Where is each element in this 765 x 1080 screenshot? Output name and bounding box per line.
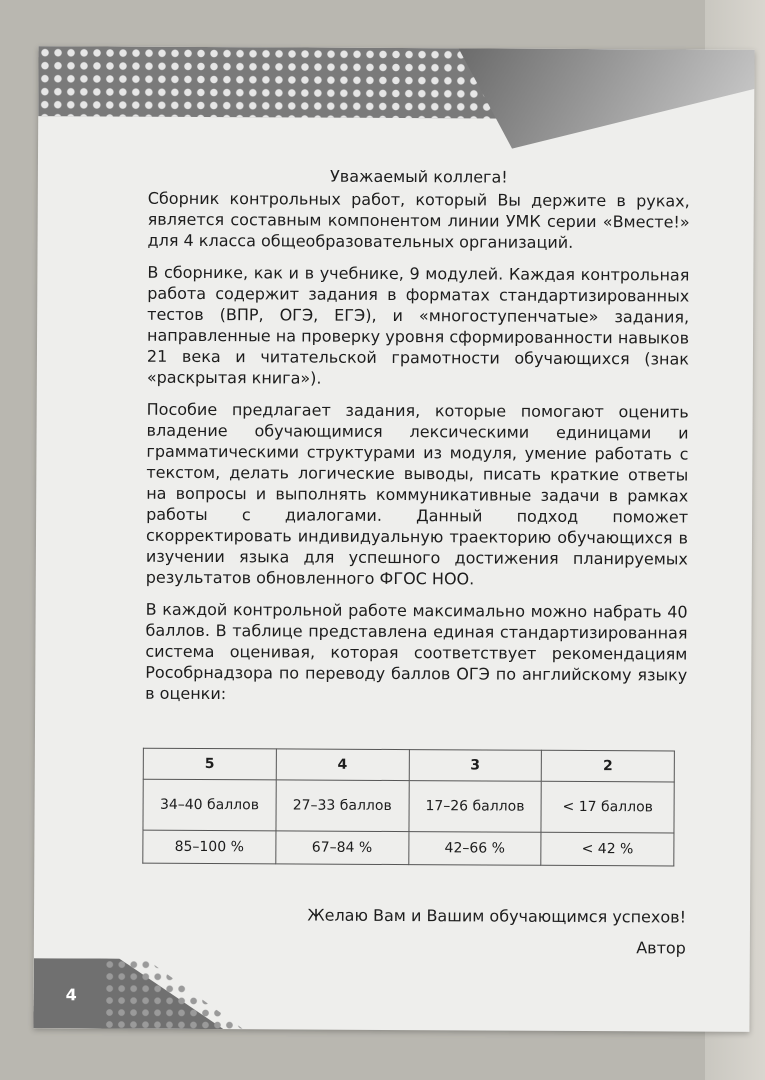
percent-cell: 42–66 %: [408, 832, 541, 866]
percent-cell: < 42 %: [541, 832, 674, 866]
table-row: [143, 748, 674, 782]
points-cell: 34–40 баллов: [143, 779, 276, 831]
decorative-corner-dots: [103, 958, 243, 1029]
points-cell: 27–33 баллов: [276, 780, 409, 832]
decorative-banner: [458, 48, 755, 150]
points-cell: < 17 баллов: [541, 781, 674, 833]
points-cell: 17–26 баллов: [408, 781, 541, 833]
book-page: [33, 46, 754, 1032]
letter-body: [144, 165, 690, 959]
greeting: Уважаемый коллега!: [330, 166, 508, 187]
signature: Автор: [636, 938, 686, 958]
percent-cell: 85–100 %: [143, 830, 276, 864]
table-row: [143, 779, 674, 833]
paragraph-2: В сборнике, как и в учебнике, 9 модулей. Каждая контрольная работа содержит задания в форматах стандартизированных тестов (ВПР, ОГЭ, ЕГЭ), и «многоступенчатые» задания, направленные на проверку уровня сформированности навыков 21 века и читательской грамотности обучающихся (знак «раскрытая книга»).: [146, 262, 690, 388]
closing-wish: Желаю Вам и Вашим обучающимся успехов!: [307, 905, 687, 927]
grade-header-5: 5: [143, 748, 276, 780]
paragraph-1: Сборник контрольных работ, который Вы держите в руках, является составным компонентом линии УМК серии «Вместе!» для 4 класса общеобразовательных организаций.: [147, 188, 690, 252]
grade-header-2: 2: [541, 750, 674, 782]
paragraph-3: Пособие предлагает задания, которые помогают оценить владение обучающимися лексическими единицами и грамматическими структурами из модуля, умение работать с текстом, делать логические выводы, писать краткие ответы на вопросы и выполнять коммуникативные задачи в рамках работы с диалогами. Данный подход поможет скорректировать индивидуальную траекторию обучающихся в изучении языка для успешного достижения планируемых результатов обновленного ФГОС НОО.: [145, 399, 689, 589]
page-number: 4: [65, 985, 77, 1005]
grading-table: [142, 748, 675, 867]
percent-cell: 67–84 %: [276, 831, 409, 865]
grade-header-3: 3: [409, 750, 542, 782]
table-row: [143, 830, 674, 866]
paragraph-4: В каждой контрольной работе максимально можно набрать 40 баллов. В таблице представлена единая стандартизированная система оценивая, которая соответствует рекомендациям Рособрнадзора по переводу баллов ОГЭ по английскому языку в оценки:: [145, 599, 688, 704]
grade-header-4: 4: [276, 749, 409, 781]
